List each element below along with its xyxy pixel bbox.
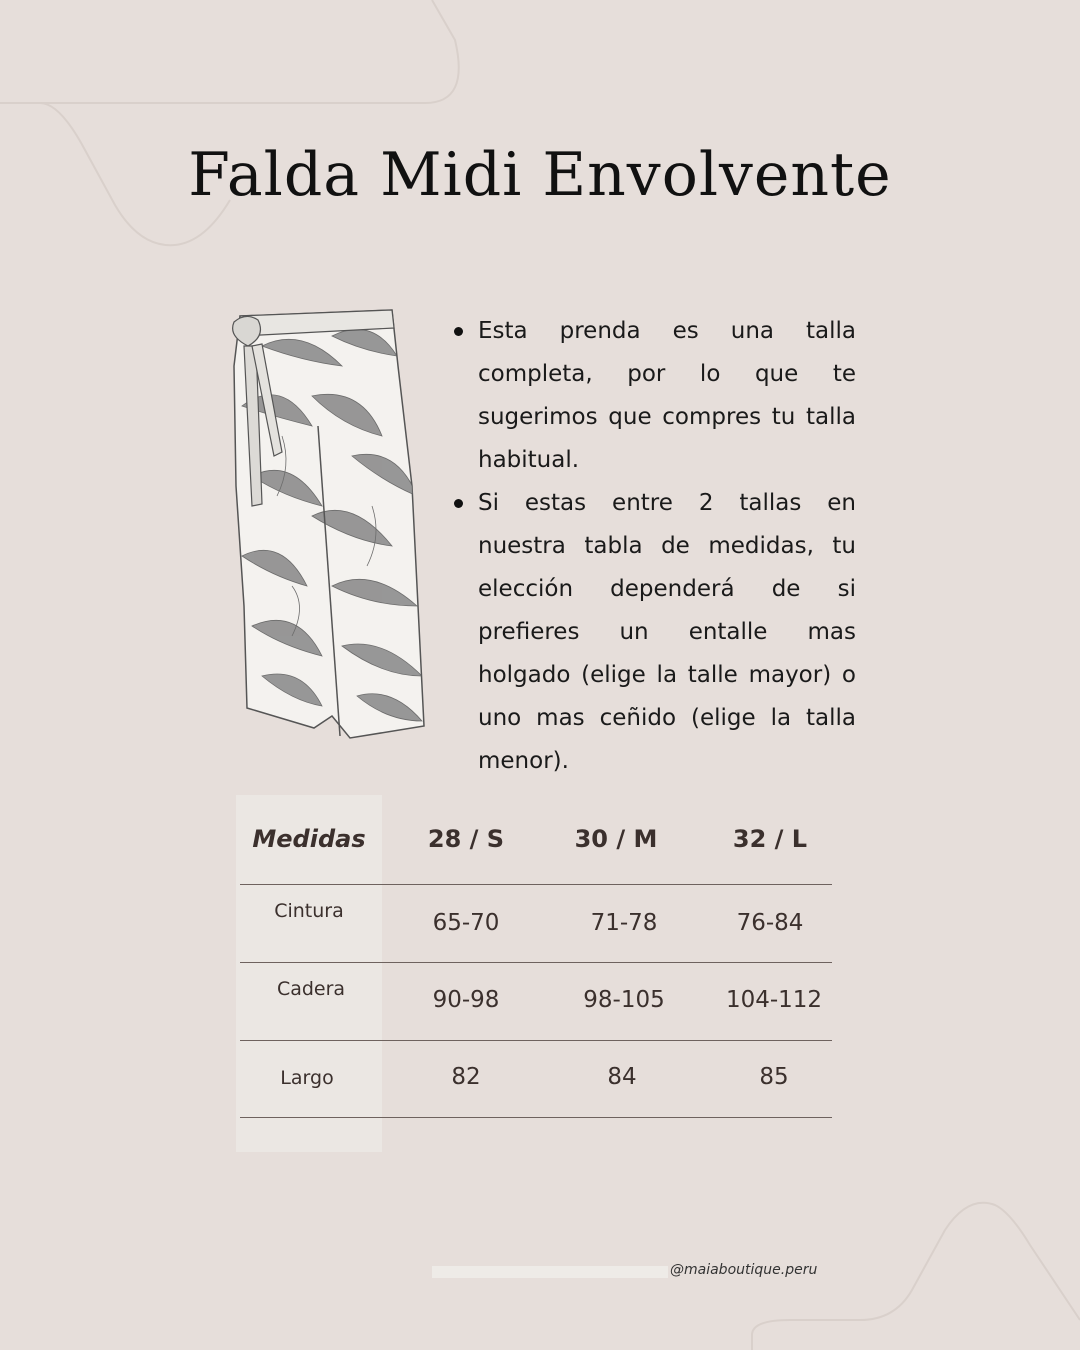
table-header-size-s: 28 / S	[427, 825, 505, 853]
page-title: Falda Midi Envolvente	[188, 140, 892, 210]
table-cell: 71-78	[590, 910, 658, 936]
social-handle: @maiaboutique.peru	[670, 1262, 818, 1278]
bullet-icon	[454, 499, 463, 508]
size-table	[236, 795, 832, 1152]
note-item	[452, 482, 856, 783]
row-divider	[240, 884, 832, 885]
table-cell: 76-84	[736, 910, 804, 936]
sizing-notes	[452, 310, 856, 783]
bullet-icon	[454, 327, 463, 336]
table-header-size-m: 30 / M	[574, 825, 658, 853]
table-cell: 82	[451, 1064, 481, 1090]
row-divider	[240, 1040, 832, 1041]
row-label-largo: Largo	[280, 1067, 334, 1089]
note-text: Esta prenda es una talla completa, por lo que te sugerimos que compres tu talla habitual.	[478, 318, 856, 473]
table-header-size-l: 32 / L	[732, 825, 808, 853]
row-label-cadera: Cadera	[276, 978, 346, 1000]
table-cell: 65-70	[432, 910, 500, 936]
note-item	[452, 310, 856, 482]
table-cell: 84	[607, 1064, 637, 1090]
skirt-illustration	[222, 306, 432, 744]
table-cell: 104-112	[725, 987, 823, 1013]
row-label-cintura: Cintura	[274, 900, 344, 922]
table-header-medidas: Medidas	[252, 825, 366, 853]
row-divider	[240, 962, 832, 963]
table-cell: 85	[759, 1064, 789, 1090]
note-text: Si estas entre 2 tallas en nuestra tabla de medidas, tu elección dependerá de si prefieres un entalle mas holgado (elige la talle mayor) o uno mas ceñido (elige la talla menor).	[478, 490, 856, 774]
row-divider	[240, 1117, 832, 1118]
table-cell: 98-105	[583, 987, 665, 1013]
table-cell: 90-98	[432, 987, 500, 1013]
footer-bar	[432, 1266, 668, 1278]
